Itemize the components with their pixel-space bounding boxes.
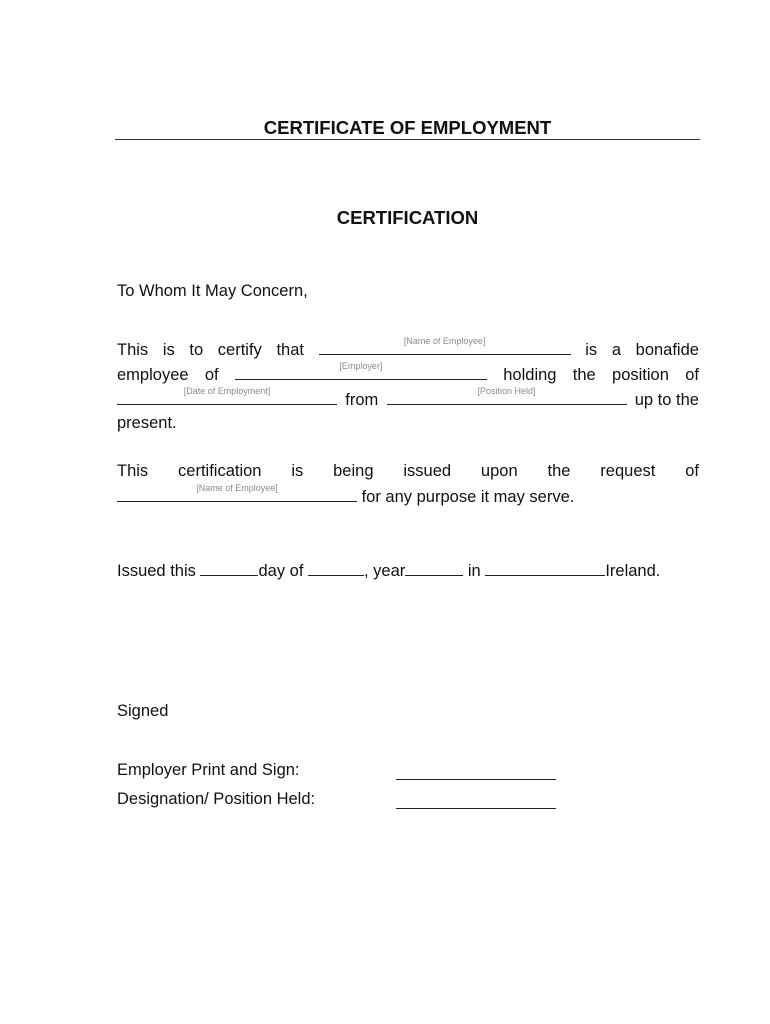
word: the	[547, 462, 571, 480]
designation-label: Designation/ Position Held:	[117, 790, 316, 808]
word: a	[611, 341, 621, 359]
word: holding	[503, 366, 557, 384]
word: of	[685, 462, 699, 480]
word: up to the	[634, 391, 699, 409]
word: employee	[117, 366, 189, 384]
word: This	[117, 462, 149, 480]
issued-text: Ireland.	[605, 562, 661, 580]
word: issued	[403, 462, 452, 480]
requester-name-blank[interactable]	[117, 483, 357, 502]
word: certification	[178, 462, 262, 480]
title-underline	[115, 139, 700, 140]
word: of	[204, 366, 219, 384]
word: is	[291, 462, 304, 480]
month-blank[interactable]	[308, 560, 364, 576]
field-hint: [Employer]	[339, 361, 383, 371]
word: upon	[480, 462, 518, 480]
position-held-blank[interactable]	[387, 386, 627, 405]
word: bonafide	[635, 341, 699, 359]
employer-sign-label: Employer Print and Sign:	[117, 761, 300, 779]
employer-blank[interactable]	[235, 361, 487, 380]
paragraph1-line1	[117, 336, 699, 360]
paragraph1-line4: present.	[117, 414, 177, 432]
paragraph2-line1	[117, 461, 699, 481]
field-hint: [Name of Employee]	[196, 483, 278, 493]
word: the	[572, 366, 596, 384]
word: request	[600, 462, 656, 480]
paragraph2-tail: for any purpose it may serve.	[361, 488, 575, 506]
day-blank[interactable]	[200, 560, 258, 576]
word: is	[162, 341, 175, 359]
word: to	[189, 341, 204, 359]
word: that	[276, 341, 304, 359]
issued-text: day of	[258, 562, 304, 580]
word: of	[685, 366, 699, 384]
word: position	[612, 366, 669, 384]
place-blank[interactable]	[485, 560, 605, 576]
employee-name-blank[interactable]	[319, 336, 571, 355]
word: certify	[217, 341, 262, 359]
word: This	[117, 341, 149, 359]
issued-text: in	[467, 562, 481, 580]
year-blank[interactable]	[405, 560, 463, 576]
issued-text: , year	[364, 562, 406, 580]
issued-line	[117, 560, 660, 581]
issued-text: Issued this	[117, 562, 196, 580]
word: from	[345, 391, 379, 409]
word: is	[585, 341, 598, 359]
signed-label: Signed	[117, 702, 169, 720]
paragraph1-line3	[117, 386, 699, 410]
paragraph1-line2	[117, 361, 699, 385]
employer-sign-blank[interactable]	[396, 764, 556, 785]
salutation: To Whom It May Concern,	[117, 282, 308, 300]
designation-blank[interactable]	[396, 793, 556, 814]
field-hint: [Position Held]	[477, 386, 536, 396]
field-hint: [Date of Employment]	[183, 386, 271, 396]
word: being	[333, 462, 374, 480]
paragraph2-line2	[117, 483, 575, 507]
date-of-employment-blank[interactable]	[117, 386, 337, 405]
section-heading: CERTIFICATION	[336, 207, 479, 228]
field-hint: [Name of Employee]	[403, 336, 486, 346]
page-title: CERTIFICATE OF EMPLOYMENT	[263, 117, 552, 138]
